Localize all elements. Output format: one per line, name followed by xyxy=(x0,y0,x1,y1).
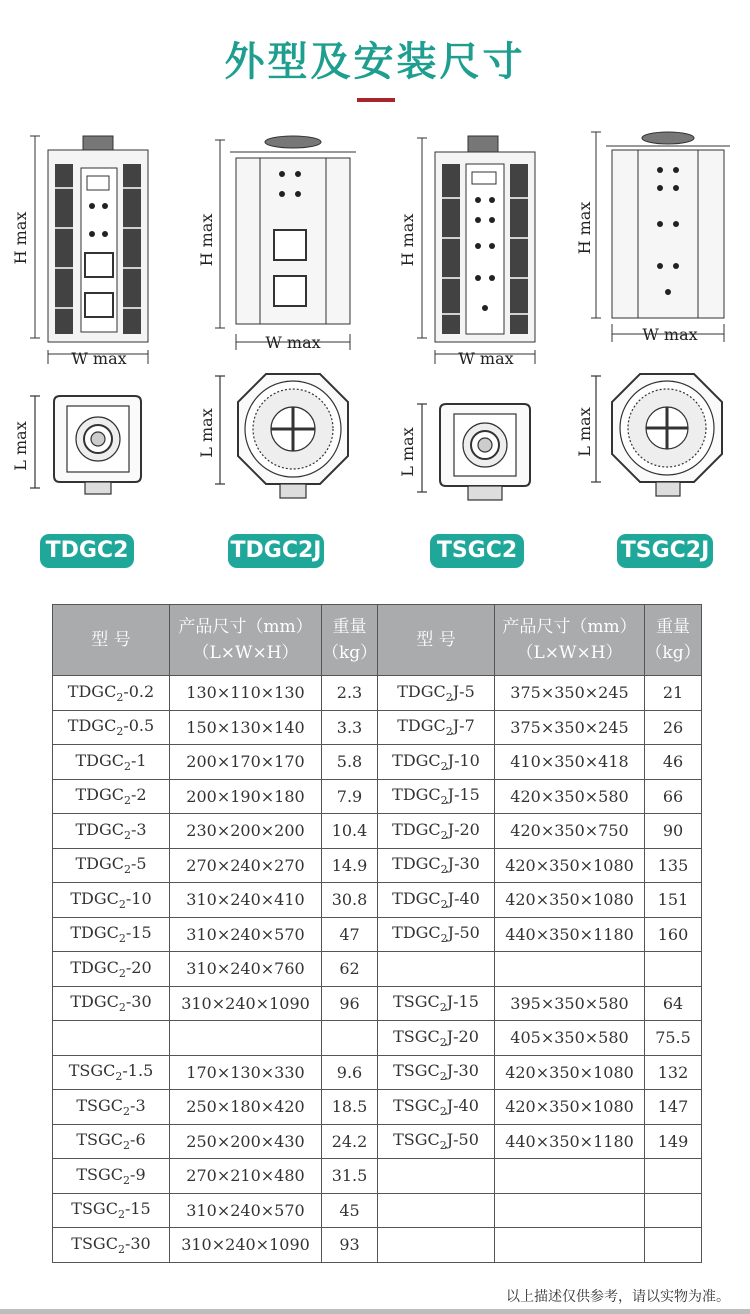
model-cell xyxy=(378,1124,495,1159)
tsgc2-front-drawing xyxy=(398,128,552,368)
model-cell xyxy=(378,986,495,1021)
badge-tsgc2: TSGC2 xyxy=(430,534,524,568)
model-suffix: -0.2 xyxy=(123,681,155,701)
model-cell xyxy=(53,676,170,711)
h-max-label: H max xyxy=(11,211,30,265)
h-max-label: H max xyxy=(398,213,417,267)
model-suffix: J-40 xyxy=(446,1095,479,1115)
model-suffix: J-10 xyxy=(447,750,480,770)
weight-cell: 14.9 xyxy=(322,848,378,883)
weight-cell: 9.6 xyxy=(322,1055,378,1090)
table-row xyxy=(53,1090,702,1125)
table-row xyxy=(53,1021,702,1056)
model-cell xyxy=(53,1193,170,1228)
weight-cell: 45 xyxy=(322,1193,378,1228)
model-cell xyxy=(53,952,170,987)
size-cell: 375×350×245 xyxy=(495,676,645,711)
table-body xyxy=(53,676,702,1263)
model-prefix: TDGC xyxy=(75,854,124,874)
model-prefix: TDGC xyxy=(397,716,446,736)
weight-cell: 2.3 xyxy=(322,676,378,711)
spec-table xyxy=(52,604,702,1263)
model-suffix: J-40 xyxy=(447,888,480,908)
size-cell: 130×110×130 xyxy=(170,676,322,711)
weight-cell: 26 xyxy=(645,710,702,745)
tdgc2j-top-drawing xyxy=(197,368,370,510)
model-suffix: -0.5 xyxy=(123,716,155,736)
model-sub: 2 xyxy=(116,690,124,704)
table-row xyxy=(53,745,702,780)
size-cell xyxy=(170,1021,322,1056)
model-cell xyxy=(53,917,170,952)
table-row xyxy=(53,676,702,711)
model-prefix: TSGC xyxy=(393,992,440,1012)
l-max-label: L max xyxy=(11,421,30,471)
model-cell xyxy=(53,883,170,918)
model-prefix: TDGC xyxy=(392,923,441,943)
model-suffix: J-15 xyxy=(447,785,480,805)
table-row xyxy=(53,848,702,883)
model-prefix: TDGC xyxy=(70,992,119,1012)
header-size-line2: （L×W×H） xyxy=(516,643,623,663)
model-sub: 2 xyxy=(439,1001,447,1015)
bottom-divider xyxy=(0,1309,750,1314)
weight-cell: 147 xyxy=(645,1090,702,1125)
header-size-line1: 产品尺寸（mm） xyxy=(502,617,637,637)
model-sub: 2 xyxy=(123,828,131,842)
model-sub: 2 xyxy=(439,1104,447,1118)
header-model: 型 号 xyxy=(378,605,495,676)
model-prefix: TDGC xyxy=(70,923,119,943)
model-cell xyxy=(53,1124,170,1159)
badge-tdgc2j: TDGC2J xyxy=(228,534,324,568)
model-cell xyxy=(378,1055,495,1090)
size-cell: 420×350×1080 xyxy=(495,883,645,918)
size-cell: 420×350×750 xyxy=(495,814,645,849)
weight-cell: 47 xyxy=(322,917,378,952)
weight-cell xyxy=(645,1193,702,1228)
model-sub: 2 xyxy=(123,1139,131,1153)
size-cell: 310×240×1090 xyxy=(170,986,322,1021)
size-cell: 310×240×410 xyxy=(170,883,322,918)
size-cell: 420×350×1080 xyxy=(495,1055,645,1090)
model-prefix: TSGC xyxy=(68,1061,116,1081)
tsgc2j-top-drawing xyxy=(575,368,738,510)
model-suffix: -2 xyxy=(130,785,147,805)
model-cell xyxy=(378,917,495,952)
size-cell: 310×240×570 xyxy=(170,1193,322,1228)
model-cell xyxy=(53,710,170,745)
weight-cell: 160 xyxy=(645,917,702,952)
table-row xyxy=(53,1055,702,1090)
model-sub: 2 xyxy=(445,690,453,704)
model-sub: 2 xyxy=(439,1139,447,1153)
model-suffix: J-30 xyxy=(447,854,480,874)
model-cell xyxy=(53,986,170,1021)
model-cell xyxy=(378,848,495,883)
model-prefix: TSGC xyxy=(76,1130,124,1150)
size-cell: 375×350×245 xyxy=(495,710,645,745)
model-prefix: TDGC xyxy=(392,785,441,805)
model-sub: 2 xyxy=(115,1070,123,1084)
header-weight xyxy=(322,605,378,676)
header-weight-line2: （kg） xyxy=(322,643,378,663)
model-suffix: J-20 xyxy=(446,1026,479,1046)
model-cell xyxy=(378,710,495,745)
weight-cell: 10.4 xyxy=(322,814,378,849)
table-row xyxy=(53,814,702,849)
table-row xyxy=(53,710,702,745)
model-sub: 2 xyxy=(118,932,126,946)
model-cell xyxy=(378,676,495,711)
weight-cell: 5.8 xyxy=(322,745,378,780)
model-sub: 2 xyxy=(440,794,448,808)
size-cell xyxy=(495,952,645,987)
badge-tsgc2j: TSGC2J xyxy=(617,534,713,568)
model-sub: 2 xyxy=(440,759,448,773)
model-suffix: -10 xyxy=(125,888,152,908)
model-suffix: J-30 xyxy=(446,1061,479,1081)
table-row xyxy=(53,986,702,1021)
header-weight-line2: （kg） xyxy=(645,643,701,663)
model-suffix: -30 xyxy=(125,992,152,1012)
size-cell: 405×350×580 xyxy=(495,1021,645,1056)
model-cell xyxy=(53,1055,170,1090)
weight-cell: 18.5 xyxy=(322,1090,378,1125)
model-prefix: TDGC xyxy=(392,854,441,874)
model-cell xyxy=(378,814,495,849)
model-cell xyxy=(53,1090,170,1125)
model-suffix: -3 xyxy=(130,1095,146,1115)
model-suffix: -5 xyxy=(130,854,147,874)
model-suffix: J-20 xyxy=(447,819,480,839)
model-cell xyxy=(378,1021,495,1056)
h-max-label: H max xyxy=(575,201,594,255)
size-cell: 420×350×580 xyxy=(495,779,645,814)
size-cell: 250×180×420 xyxy=(170,1090,322,1125)
weight-cell: 96 xyxy=(322,986,378,1021)
model-cell xyxy=(378,779,495,814)
model-suffix: -3 xyxy=(130,819,147,839)
model-prefix: TDGC xyxy=(67,716,117,736)
model-prefix: TSGC xyxy=(393,1061,440,1081)
header-size xyxy=(495,605,645,676)
model-cell xyxy=(53,779,170,814)
model-suffix: -6 xyxy=(130,1130,146,1150)
weight-cell: 46 xyxy=(645,745,702,780)
model-sub: 2 xyxy=(118,966,126,980)
model-prefix: TDGC xyxy=(392,819,441,839)
model-prefix: TDGC xyxy=(70,888,119,908)
weight-cell: 93 xyxy=(322,1228,378,1263)
size-cell: 270×210×480 xyxy=(170,1159,322,1194)
model-prefix: TSGC xyxy=(393,1095,440,1115)
model-prefix: TSGC xyxy=(393,1130,440,1150)
weight-cell: 75.5 xyxy=(645,1021,702,1056)
model-prefix: TSGC xyxy=(71,1233,118,1253)
model-suffix: J-50 xyxy=(446,1130,479,1150)
model-cell xyxy=(53,1228,170,1263)
header-weight-line1: 重量 xyxy=(332,617,367,637)
model-sub: 2 xyxy=(123,794,131,808)
table-row xyxy=(53,917,702,952)
model-suffix: J-7 xyxy=(452,716,475,736)
model-suffix: J-5 xyxy=(452,681,475,701)
size-cell: 270×240×270 xyxy=(170,848,322,883)
size-cell: 310×240×760 xyxy=(170,952,322,987)
size-cell: 250×200×430 xyxy=(170,1124,322,1159)
model-cell xyxy=(53,814,170,849)
model-cell xyxy=(53,1159,170,1194)
model-sub: 2 xyxy=(445,725,453,739)
model-cell xyxy=(378,1193,495,1228)
model-prefix: TSGC xyxy=(393,1026,440,1046)
model-sub: 2 xyxy=(123,1104,131,1118)
weight-cell: 64 xyxy=(645,986,702,1021)
header-weight xyxy=(645,605,702,676)
weight-cell: 66 xyxy=(645,779,702,814)
size-cell: 440×350×1180 xyxy=(495,917,645,952)
size-cell: 150×130×140 xyxy=(170,710,322,745)
weight-cell: 135 xyxy=(645,848,702,883)
model-sub: 2 xyxy=(118,897,126,911)
size-cell: 420×350×1080 xyxy=(495,1090,645,1125)
header-size-line1: 产品尺寸（mm） xyxy=(178,617,313,637)
size-cell: 440×350×1180 xyxy=(495,1124,645,1159)
model-suffix: -20 xyxy=(125,957,152,977)
w-max-label: W max xyxy=(71,349,127,368)
tdgc2-top-drawing xyxy=(11,388,165,508)
size-cell xyxy=(495,1228,645,1263)
model-cell xyxy=(378,1228,495,1263)
model-sub: 2 xyxy=(123,759,131,773)
weight-cell: 31.5 xyxy=(322,1159,378,1194)
table-row xyxy=(53,779,702,814)
model-cell xyxy=(53,745,170,780)
model-suffix: -1 xyxy=(130,750,147,770)
size-cell: 410×350×418 xyxy=(495,745,645,780)
model-prefix: TDGC xyxy=(397,681,446,701)
model-suffix: -1.5 xyxy=(122,1061,154,1081)
model-sub: 2 xyxy=(117,1208,125,1222)
weight-cell xyxy=(645,952,702,987)
model-prefix: TDGC xyxy=(70,957,119,977)
weight-cell xyxy=(322,1021,378,1056)
w-max-label: W max xyxy=(642,325,698,344)
model-suffix: -9 xyxy=(130,1164,146,1184)
model-sub: 2 xyxy=(118,1001,126,1015)
model-prefix: TDGC xyxy=(67,681,117,701)
model-prefix: TDGC xyxy=(75,819,124,839)
weight-cell: 132 xyxy=(645,1055,702,1090)
model-sub: 2 xyxy=(440,897,448,911)
table-header-row xyxy=(53,605,702,676)
w-max-label: W max xyxy=(265,333,321,352)
weight-cell: 149 xyxy=(645,1124,702,1159)
l-max-label: L max xyxy=(197,408,216,458)
tdgc2j-front-drawing xyxy=(197,128,370,356)
model-sub: 2 xyxy=(117,1242,125,1256)
model-suffix: J-50 xyxy=(447,923,480,943)
model-sub: 2 xyxy=(440,828,448,842)
weight-cell: 90 xyxy=(645,814,702,849)
title-underline xyxy=(357,98,395,102)
model-prefix: TDGC xyxy=(392,750,441,770)
weight-cell: 30.8 xyxy=(322,883,378,918)
size-cell xyxy=(495,1193,645,1228)
model-cell xyxy=(53,848,170,883)
model-suffix: J-15 xyxy=(446,992,479,1012)
size-cell: 310×240×1090 xyxy=(170,1228,322,1263)
size-cell: 310×240×570 xyxy=(170,917,322,952)
table-row xyxy=(53,1124,702,1159)
table-row xyxy=(53,883,702,918)
model-cell xyxy=(378,952,495,987)
tsgc2-top-drawing xyxy=(398,396,552,514)
model-sub: 2 xyxy=(123,863,131,877)
size-cell: 230×200×200 xyxy=(170,814,322,849)
weight-cell xyxy=(645,1228,702,1263)
size-cell: 170×130×330 xyxy=(170,1055,322,1090)
weight-cell: 7.9 xyxy=(322,779,378,814)
model-prefix: TDGC xyxy=(392,888,441,908)
model-prefix: TSGC xyxy=(76,1164,124,1184)
weight-cell: 151 xyxy=(645,883,702,918)
model-cell xyxy=(378,1159,495,1194)
model-sub: 2 xyxy=(440,932,448,946)
model-prefix: TSGC xyxy=(76,1095,124,1115)
weight-cell: 24.2 xyxy=(322,1124,378,1159)
model-suffix: -30 xyxy=(124,1233,151,1253)
model-cell xyxy=(378,883,495,918)
table-row xyxy=(53,1228,702,1263)
model-prefix: TDGC xyxy=(75,785,124,805)
model-sub: 2 xyxy=(439,1035,447,1049)
header-size xyxy=(170,605,322,676)
model-suffix: -15 xyxy=(124,1199,151,1219)
weight-cell xyxy=(645,1159,702,1194)
h-max-label: H max xyxy=(197,213,216,267)
model-cell xyxy=(378,745,495,780)
model-cell xyxy=(378,1090,495,1125)
weight-cell: 21 xyxy=(645,676,702,711)
header-size-line2: （L×W×H） xyxy=(192,643,299,663)
badge-tdgc2: TDGC2 xyxy=(40,534,134,568)
l-max-label: L max xyxy=(398,427,417,477)
model-cell xyxy=(53,1021,170,1056)
w-max-label: W max xyxy=(458,349,514,368)
model-sub: 2 xyxy=(440,863,448,877)
disclaimer-note: 以上描述仅供参考，请以实物为准。 xyxy=(506,1289,730,1305)
model-sub: 2 xyxy=(123,1173,131,1187)
header-model: 型 号 xyxy=(53,605,170,676)
model-prefix: TDGC xyxy=(75,750,124,770)
header-weight-line1: 重量 xyxy=(656,617,690,637)
size-cell xyxy=(495,1159,645,1194)
model-suffix: -15 xyxy=(125,923,152,943)
weight-cell: 3.3 xyxy=(322,710,378,745)
tdgc2-front-drawing xyxy=(11,128,165,368)
tsgc2j-front-drawing xyxy=(575,128,738,350)
size-cell: 395×350×580 xyxy=(495,986,645,1021)
table-row xyxy=(53,952,702,987)
model-sub: 2 xyxy=(116,725,124,739)
size-cell: 200×170×170 xyxy=(170,745,322,780)
model-prefix: TSGC xyxy=(71,1199,118,1219)
l-max-label: L max xyxy=(575,407,594,457)
model-sub: 2 xyxy=(439,1070,447,1084)
table-row xyxy=(53,1193,702,1228)
table-row xyxy=(53,1159,702,1194)
weight-cell: 62 xyxy=(322,952,378,987)
size-cell: 420×350×1080 xyxy=(495,848,645,883)
page-title: 外型及安装尺寸 xyxy=(224,39,526,85)
size-cell: 200×190×180 xyxy=(170,779,322,814)
